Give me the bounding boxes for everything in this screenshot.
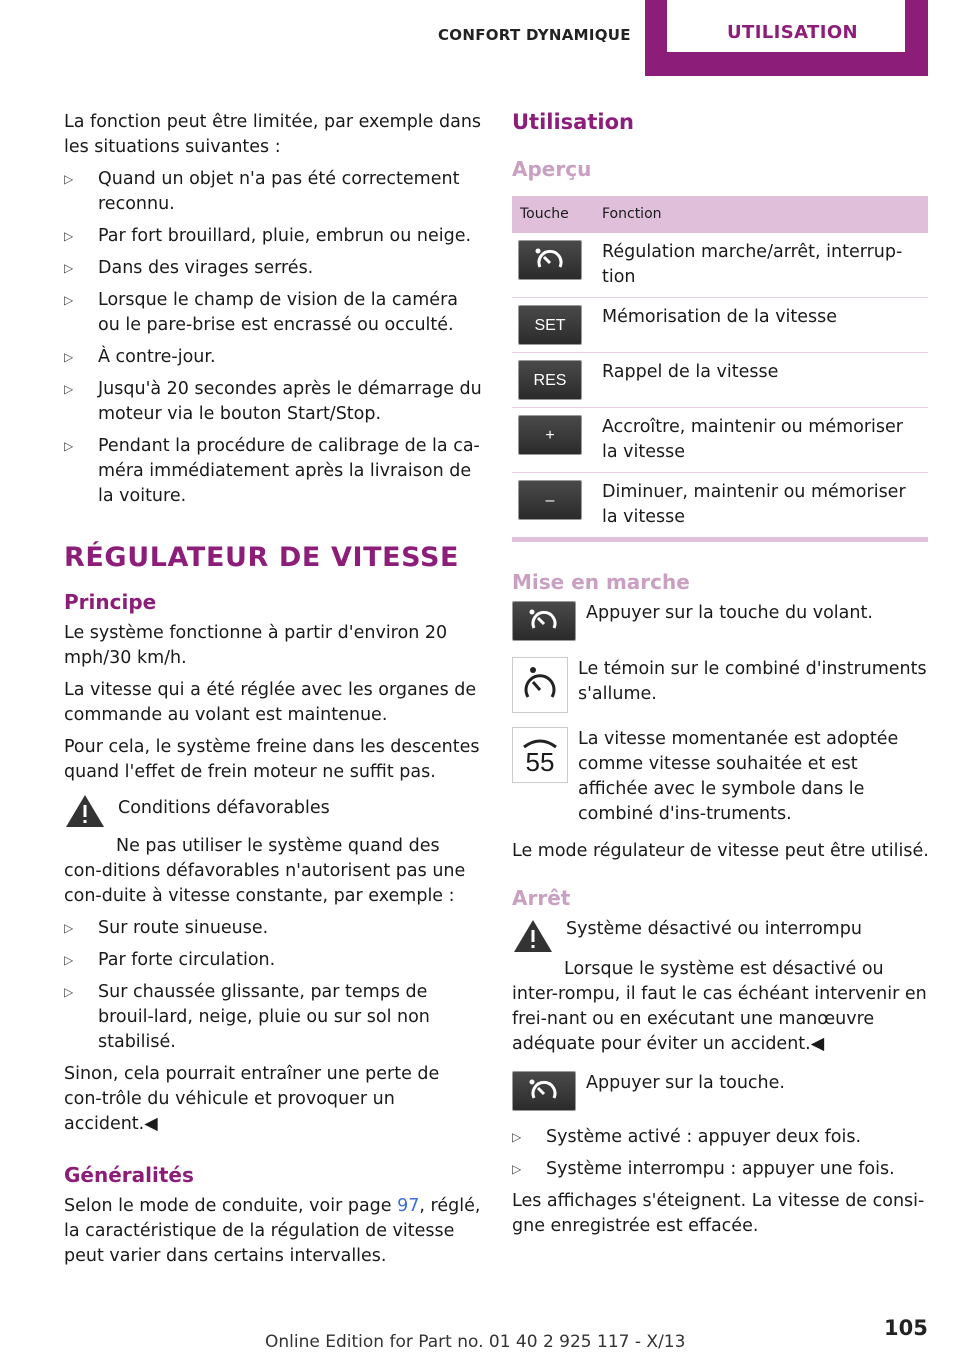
arret-warning-text: Lorsque le système est désactivé ou inter-rompu, il faut le cas échéant intervenir en frei-nant ou en exécutant une manœuvre adéquate pour éviter un accident.◀ [512, 959, 927, 1054]
list-item: ▷ Par forte circulation. [64, 948, 482, 973]
utilisation-heading: Utilisation [512, 110, 634, 134]
list-item: ▷ Par fort brouillard, pluie, embrun ou neige. [64, 224, 482, 249]
plus-key: + [518, 415, 582, 455]
apercu-heading: Aperçu [512, 157, 592, 181]
step-text: Appuyer sur la touche du volant. [586, 603, 873, 623]
right-column [512, 110, 930, 1246]
speed-control-key [518, 240, 582, 280]
table-row [512, 233, 928, 298]
list-item: ▷ Lorsque le champ de vision de la caméra ou le pare-brise est encrassé ou occulté. [64, 288, 482, 338]
warning-list [64, 916, 482, 1055]
speed-display-lamp [512, 727, 568, 783]
footer-edition: Online Edition for Part no. 01 40 2 925 117 - X/13 [265, 1332, 686, 1352]
principe-heading: Principe [64, 590, 157, 614]
generalites-heading: Généralités [64, 1163, 194, 1187]
limitation-list [64, 167, 482, 509]
speed-control-icon [526, 1078, 562, 1104]
step-indicator-lamp [512, 657, 930, 713]
speed-value: 55 [525, 747, 555, 777]
table-cell: Accroître, maintenir ou mémoriser la vitesse [594, 408, 928, 473]
list-item: ▷ Sur chaussée glissante, par temps de brouil-lard, neige, pluie ou sur sol non stabilisé. [64, 980, 482, 1055]
list-item: ▷ Système interrompu : appuyer une fois. [512, 1157, 930, 1182]
section-heading: RÉGULATEUR DE VITESSE [64, 542, 460, 573]
speed-control-key [512, 601, 576, 641]
list-item: ▷ Sur route sinueuse. [64, 916, 482, 941]
header-tab-label: UTILISATION [727, 22, 858, 43]
warning-end-text: Sinon, cela pourrait entraîner une perte de con-trôle du véhicule et provoquer un accident.◀ [64, 1064, 440, 1134]
arret-list [512, 1125, 930, 1182]
warning-title: Conditions défavorables [118, 798, 330, 818]
marche-end-text: Le mode régulateur de vitesse peut être utilisé. [512, 841, 929, 861]
principe-text-3: Pour cela, le système freine dans les descentes quand l'effet de frein moteur ne suffit pas. [64, 737, 480, 782]
mise-en-marche-heading: Mise en marche [512, 570, 690, 594]
overview-table [512, 196, 928, 542]
table-header-fonction: Fonction [594, 196, 928, 233]
page-number: 105 [884, 1316, 928, 1340]
principe-text-2: La vitesse qui a été réglée avec les organes de commande au volant est maintenue. [64, 680, 477, 725]
arret-heading: Arrêt [512, 886, 571, 910]
indicator-lamp [512, 657, 568, 713]
step-text: Appuyer sur la touche. [586, 1073, 785, 1093]
table-cell: Régulation marche/arrêt, interrup-tion [594, 233, 928, 298]
step-text: Le témoin sur le combiné d'instruments s'allume. [578, 659, 927, 704]
arret-press-step [512, 1071, 930, 1111]
speed-control-icon [526, 608, 562, 634]
speed-control-icon [532, 247, 568, 273]
table-row [512, 298, 928, 353]
arret-end-text: Les affichages s'éteignent. La vitesse de consi-gne enregistrée est effacée. [512, 1191, 925, 1236]
list-item: ▷ Jusqu'à 20 secondes après le démarrage du moteur via le bouton Start/Stop. [64, 377, 482, 427]
arret-warning-title: Système désactivé ou interrompu [566, 919, 862, 939]
table-cell: Diminuer, maintenir ou mémoriser la vitesse [594, 473, 928, 540]
list-item: ▷ Dans des virages serrés. [64, 256, 482, 281]
table-header-touche: Touche [512, 196, 594, 233]
principe-text-1: Le système fonctionne à partir d'environ 20 mph/30 km/h. [64, 623, 448, 668]
list-item: ▷ Système activé : appuyer deux fois. [512, 1125, 930, 1150]
generalites-text: Selon le mode de conduite, voir page 97, réglé, la caractéristique de la régulation de vitesse peut varier dans certains intervalles. [64, 1196, 481, 1266]
warning-icon [512, 917, 554, 955]
table-row [512, 408, 928, 473]
table-cell: Mémorisation de la vitesse [594, 298, 928, 353]
page-link[interactable]: 97 [397, 1196, 420, 1216]
intro-text: La fonction peut être limitée, par exemple dans les situations suivantes : [64, 112, 482, 157]
table-row [512, 473, 928, 540]
running-header-section: CONFORT DYNAMIQUE [438, 26, 631, 44]
step-text: La vitesse momentanée est adoptée comme vitesse souhaitée et est affichée avec le symbole dans le combiné d'ins-truments. [578, 729, 899, 824]
table-cell: Rappel de la vitesse [594, 353, 928, 408]
table-row [512, 353, 928, 408]
speed-control-key [512, 1071, 576, 1111]
list-item: ▷ Pendant la procédure de calibrage de la ca-méra immédiatement après la livraison de la voiture. [64, 434, 482, 509]
warning-icon [64, 792, 106, 830]
left-column [64, 110, 482, 1276]
warning-text: Ne pas utiliser le système quand des con-ditions défavorables n'autorisent pas une con-duite à vitesse constante, par exemple : [64, 836, 466, 906]
header-tab [645, 0, 928, 76]
warning-block [64, 792, 482, 830]
cruise-indicator-icon [520, 665, 560, 705]
step-press-button [512, 601, 930, 641]
minus-key: – [518, 480, 582, 520]
res-key: RES [518, 360, 582, 400]
step-speed-display [512, 727, 930, 827]
list-item: ▷ Quand un objet n'a pas été correctement reconnu. [64, 167, 482, 217]
list-item: ▷ À contre-jour. [64, 345, 482, 370]
set-key: SET [518, 305, 582, 345]
arret-warning-block [512, 917, 930, 955]
